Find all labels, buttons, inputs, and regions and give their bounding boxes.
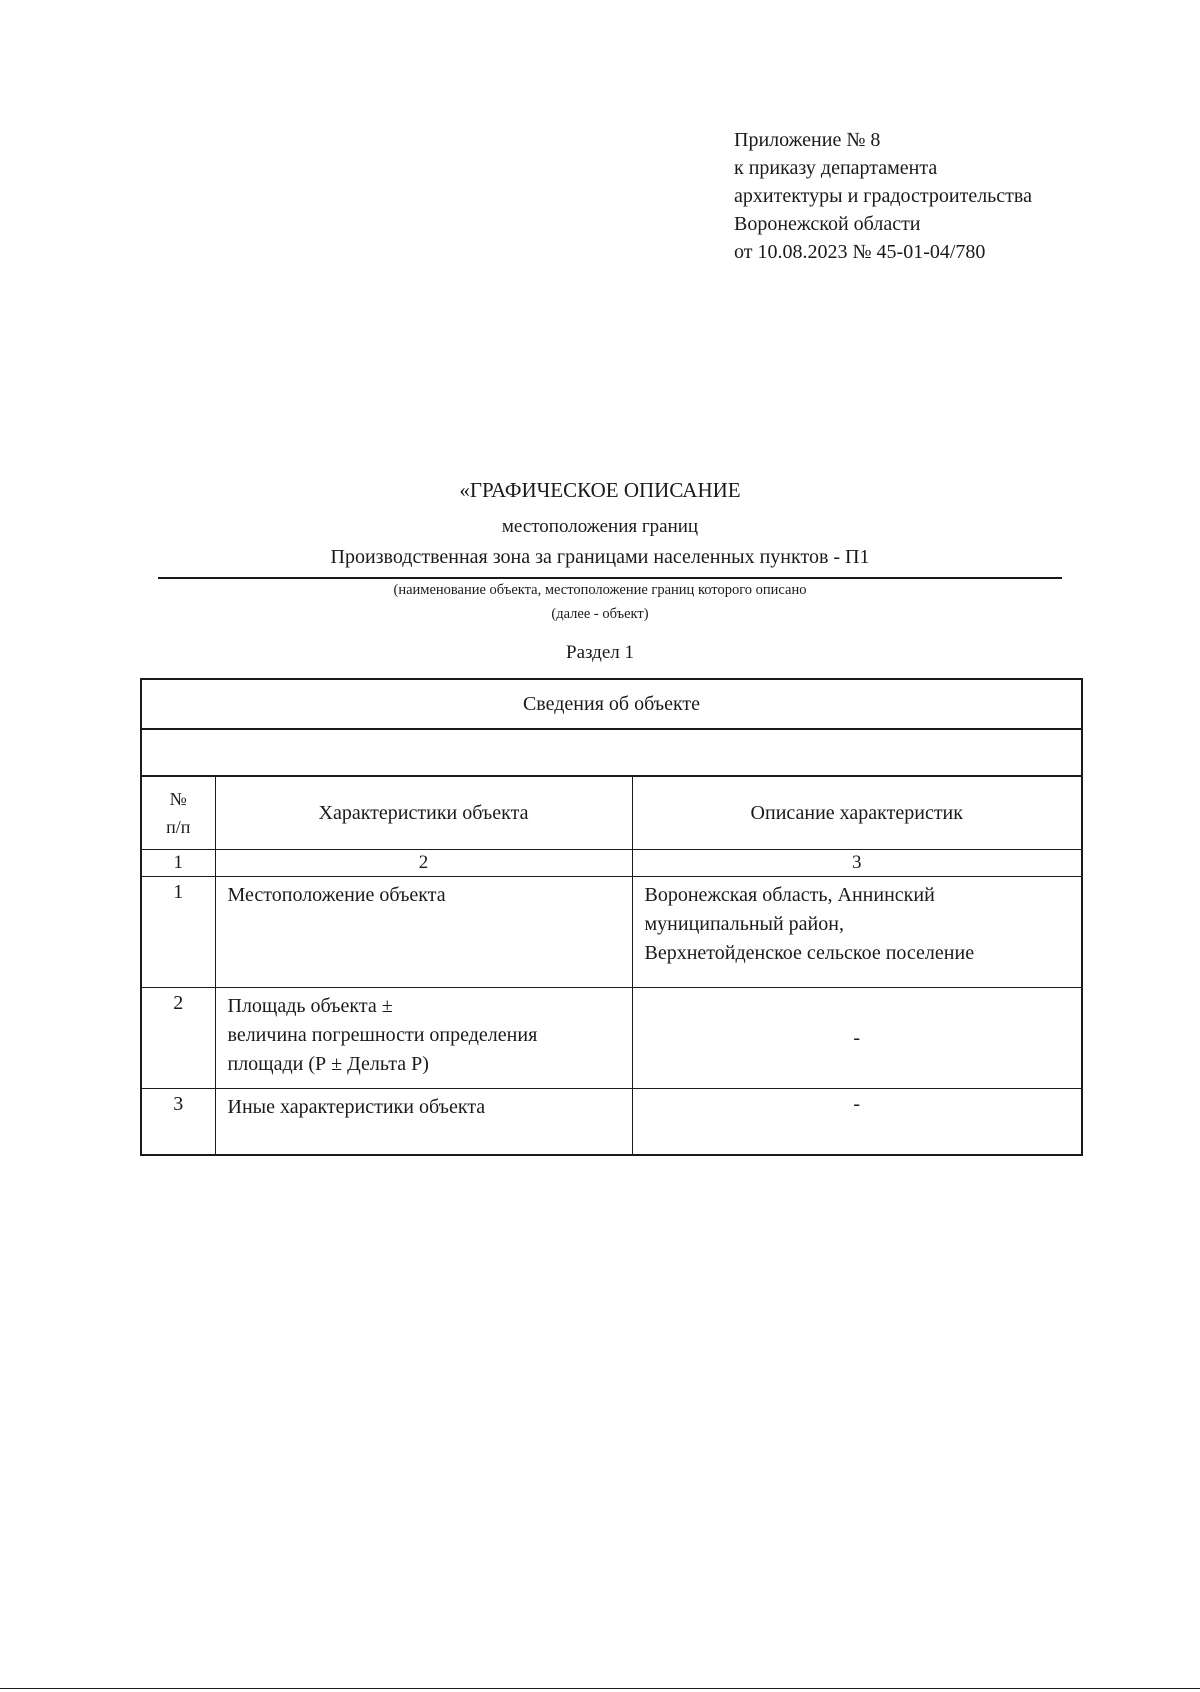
appendix-department-line: архитектуры и градостроительства [734, 185, 1032, 207]
row-description: - [632, 988, 1082, 1089]
column-header-number [141, 776, 215, 850]
table-row [141, 1089, 1082, 1156]
row-characteristic-line: площади (Р ± Дельта Р) [227, 1053, 429, 1075]
column-index-row [141, 850, 1082, 877]
appendix-region-line: Воронежской области [734, 213, 921, 235]
object-info-table [140, 678, 1083, 1156]
table-header-row [141, 776, 1082, 850]
row-characteristic [215, 1089, 632, 1156]
object-name: Производственная зона за границами населенных пунктов - П1 [330, 546, 870, 568]
table-empty-row [141, 729, 1082, 776]
table-row [141, 877, 1082, 988]
table-row [141, 988, 1082, 1089]
column-header-number-abbr: п/п [166, 817, 191, 837]
row-number: 3 [141, 1089, 215, 1156]
row-characteristic-line: Местоположение объекта [227, 884, 446, 906]
table-empty-cell [141, 729, 1082, 776]
row-description-line: Воронежская область, Аннинский [644, 884, 935, 906]
appendix-reference [734, 126, 1032, 266]
row-description-line: Верхнетойденское сельское поселение [644, 942, 975, 964]
column-index-cell: 2 [215, 850, 632, 877]
row-characteristic [215, 877, 632, 988]
row-characteristic-line: Иные характеристики объекта [227, 1096, 486, 1118]
table-caption-row [141, 679, 1082, 729]
column-header-number-symbol: № [169, 789, 187, 809]
object-name-hint: (наименование объекта, местоположение границ которого описано [393, 582, 807, 598]
table-caption: Сведения об объекте [141, 679, 1082, 729]
row-description: - [632, 1089, 1082, 1156]
row-description [632, 877, 1082, 988]
appendix-order-line: к приказу департамента [734, 157, 938, 179]
document-title: «ГРАФИЧЕСКОЕ ОПИСАНИЕ [459, 478, 741, 502]
row-number: 1 [141, 877, 215, 988]
appendix-date-number: от 10.08.2023 № 45-01-04/780 [734, 241, 986, 263]
row-characteristic [215, 988, 632, 1089]
document-subtitle: местоположения границ [501, 516, 699, 537]
row-number: 2 [141, 988, 215, 1089]
object-name-underline [158, 577, 1062, 579]
section-title: Раздел 1 [566, 642, 634, 663]
column-header-characteristic: Характеристики объекта [215, 776, 632, 850]
row-description-line: муниципальный район, [644, 913, 844, 935]
object-name-hint-continued: (далее - объект) [551, 606, 649, 622]
row-characteristic-line: величина погрешности определения [227, 1024, 538, 1046]
column-index-cell: 1 [141, 850, 215, 877]
column-index-cell: 3 [632, 850, 1082, 877]
row-characteristic-line: Площадь объекта ± [227, 995, 393, 1017]
page-bottom-edge-line [0, 1688, 1200, 1689]
column-header-description: Описание характеристик [632, 776, 1082, 850]
appendix-number: Приложение № 8 [734, 129, 881, 151]
